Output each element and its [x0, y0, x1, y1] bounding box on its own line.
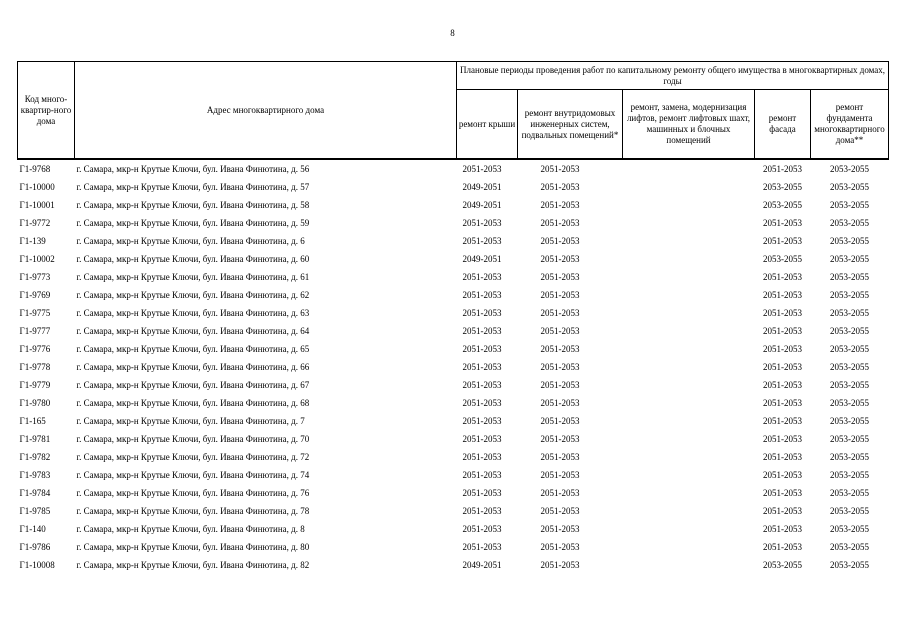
header-facade: ремонт фасада — [755, 90, 811, 160]
cell-lifts — [623, 268, 755, 286]
cell-lifts — [623, 556, 755, 574]
cell-systems: 2051-2053 — [540, 272, 580, 282]
cell-foundation: 2053-2055 — [830, 218, 869, 228]
cell-roof: 2051-2053 — [462, 380, 502, 390]
cell-facade: 2051-2053 — [763, 290, 802, 300]
cell-systems: 2051-2053 — [540, 416, 580, 426]
cell-code: Г1-9781 — [19, 434, 51, 444]
cell-systems: 2051-2053 — [540, 380, 580, 390]
cell-systems: 2051-2053 — [540, 398, 580, 408]
cell-systems: 2051-2053 — [540, 524, 580, 534]
table-row — [18, 159, 889, 178]
cell-code: Г1-9778 — [19, 362, 51, 372]
cell-lifts — [623, 376, 755, 394]
cell-roof: 2051-2053 — [462, 470, 502, 480]
cell-address: г. Самара, мкр-н Крутые Ключи, бул. Ивана Финютина, д. 74 — [76, 470, 310, 480]
cell-code: Г1-165 — [19, 416, 46, 426]
cell-systems: 2051-2053 — [540, 182, 580, 192]
table-row — [18, 430, 889, 448]
cell-code: Г1-9784 — [19, 488, 51, 498]
cell-systems: 2051-2053 — [540, 236, 580, 246]
cell-code: Г1-9772 — [19, 218, 51, 228]
cell-code: Г1-9773 — [19, 272, 51, 282]
table-row — [18, 322, 889, 340]
cell-systems: 2051-2053 — [540, 326, 580, 336]
table-row — [18, 214, 889, 232]
cell-address: г. Самара, мкр-н Крутые Ключи, бул. Ивана Финютина, д. 68 — [76, 398, 310, 408]
table-row — [18, 448, 889, 466]
cell-address: г. Самара, мкр-н Крутые Ключи, бул. Ивана Финютина, д. 61 — [76, 272, 310, 282]
cell-address: г. Самара, мкр-н Крутые Ключи, бул. Ивана Финютина, д. 59 — [76, 218, 310, 228]
cell-lifts — [623, 159, 755, 178]
table-row — [18, 412, 889, 430]
header-periods: Плановые периоды проведения работ по капитальному ремонту общего имущества в многоквартирных домах, годы — [457, 62, 889, 90]
cell-code: Г1-140 — [19, 524, 46, 534]
cell-address: г. Самара, мкр-н Крутые Ключи, бул. Ивана Финютина, д. 66 — [76, 362, 310, 372]
cell-systems: 2051-2053 — [540, 254, 580, 264]
cell-systems: 2051-2053 — [540, 290, 580, 300]
cell-facade: 2051-2053 — [763, 398, 802, 408]
cell-code: Г1-9780 — [19, 398, 51, 408]
cell-address: г. Самара, мкр-н Крутые Ключи, бул. Ивана Финютина, д. 80 — [76, 542, 310, 552]
cell-code: Г1-10001 — [19, 200, 55, 210]
cell-foundation: 2053-2055 — [830, 560, 869, 570]
cell-code: Г1-9786 — [19, 542, 51, 552]
cell-facade: 2051-2053 — [763, 272, 802, 282]
cell-roof: 2051-2053 — [462, 452, 502, 462]
header-foundation: ремонт фундамента многоквартирного дома** — [811, 90, 889, 160]
cell-code: Г1-9768 — [19, 164, 51, 174]
cell-roof: 2051-2053 — [462, 416, 502, 426]
cell-foundation: 2053-2055 — [830, 452, 869, 462]
table-row — [18, 502, 889, 520]
cell-roof: 2049-2051 — [462, 182, 502, 192]
table-row — [18, 196, 889, 214]
cell-lifts — [623, 412, 755, 430]
table-row — [18, 556, 889, 574]
cell-address: г. Самара, мкр-н Крутые Ключи, бул. Ивана Финютина, д. 62 — [76, 290, 310, 300]
cell-lifts — [623, 214, 755, 232]
cell-address: г. Самара, мкр-н Крутые Ключи, бул. Ивана Финютина, д. 57 — [76, 182, 310, 192]
cell-code: Г1-10008 — [19, 560, 55, 570]
cell-foundation: 2053-2055 — [830, 362, 869, 372]
cell-roof: 2051-2053 — [462, 290, 502, 300]
cell-systems: 2051-2053 — [540, 164, 580, 174]
capital-repair-table — [17, 61, 889, 574]
cell-facade: 2051-2053 — [763, 524, 802, 534]
cell-facade: 2051-2053 — [763, 380, 802, 390]
cell-address: г. Самара, мкр-н Крутые Ключи, бул. Ивана Финютина, д. 63 — [76, 308, 310, 318]
cell-facade: 2051-2053 — [763, 416, 802, 426]
cell-address: г. Самара, мкр-н Крутые Ключи, бул. Ивана Финютина, д. 70 — [76, 434, 310, 444]
cell-facade: 2051-2053 — [763, 542, 802, 552]
cell-foundation: 2053-2055 — [830, 488, 869, 498]
cell-address: г. Самара, мкр-н Крутые Ключи, бул. Ивана Финютина, д. 64 — [76, 326, 310, 336]
cell-roof: 2049-2051 — [462, 560, 502, 570]
cell-facade: 2051-2053 — [763, 218, 802, 228]
cell-address: г. Самара, мкр-н Крутые Ключи, бул. Ивана Финютина, д. 76 — [76, 488, 310, 498]
cell-code: Г1-9783 — [19, 470, 51, 480]
cell-address: г. Самара, мкр-н Крутые Ключи, бул. Ивана Финютина, д. 60 — [76, 254, 310, 264]
cell-systems: 2051-2053 — [540, 200, 580, 210]
cell-address: г. Самара, мкр-н Крутые Ключи, бул. Ивана Финютина, д. 65 — [76, 344, 310, 354]
table-row — [18, 250, 889, 268]
cell-code: Г1-9785 — [19, 506, 51, 516]
cell-facade: 2051-2053 — [763, 164, 802, 174]
header-systems: ремонт внутридомовых инженерных систем, подвальных помещений* — [518, 90, 623, 160]
cell-lifts — [623, 340, 755, 358]
cell-code: Г1-9776 — [19, 344, 51, 354]
cell-systems: 2051-2053 — [540, 218, 580, 228]
cell-code: Г1-139 — [19, 236, 46, 246]
table-row — [18, 178, 889, 196]
cell-foundation: 2053-2055 — [830, 524, 869, 534]
cell-foundation: 2053-2055 — [830, 380, 869, 390]
cell-lifts — [623, 196, 755, 214]
cell-lifts — [623, 502, 755, 520]
cell-address: г. Самара, мкр-н Крутые Ключи, бул. Ивана Финютина, д. 7 — [76, 416, 305, 426]
cell-foundation: 2053-2055 — [830, 326, 869, 336]
cell-roof: 2051-2053 — [462, 398, 502, 408]
cell-lifts — [623, 484, 755, 502]
table-row — [18, 340, 889, 358]
cell-lifts — [623, 394, 755, 412]
cell-facade: 2051-2053 — [763, 506, 802, 516]
cell-foundation: 2053-2055 — [830, 470, 869, 480]
cell-systems: 2051-2053 — [540, 470, 580, 480]
cell-roof: 2051-2053 — [462, 506, 502, 516]
cell-facade: 2053-2055 — [763, 182, 802, 192]
cell-code: Г1-10002 — [19, 254, 55, 264]
table-row — [18, 394, 889, 412]
table-row — [18, 304, 889, 322]
page-number: 8 — [450, 28, 455, 38]
cell-roof: 2051-2053 — [462, 164, 502, 174]
cell-systems: 2051-2053 — [540, 452, 580, 462]
cell-facade: 2051-2053 — [763, 344, 802, 354]
table-row — [18, 286, 889, 304]
cell-lifts — [623, 466, 755, 484]
cell-facade: 2051-2053 — [763, 362, 802, 372]
cell-lifts — [623, 232, 755, 250]
cell-lifts — [623, 286, 755, 304]
cell-facade: 2053-2055 — [763, 200, 802, 210]
cell-roof: 2051-2053 — [462, 434, 502, 444]
cell-roof: 2051-2053 — [462, 344, 502, 354]
cell-address: г. Самара, мкр-н Крутые Ключи, бул. Ивана Финютина, д. 78 — [76, 506, 310, 516]
cell-facade: 2051-2053 — [763, 326, 802, 336]
cell-lifts — [623, 448, 755, 466]
cell-code: Г1-9775 — [19, 308, 51, 318]
cell-systems: 2051-2053 — [540, 308, 580, 318]
cell-foundation: 2053-2055 — [830, 254, 869, 264]
cell-lifts — [623, 178, 755, 196]
header-address: Адрес многоквартирного дома — [75, 62, 457, 160]
cell-lifts — [623, 430, 755, 448]
cell-facade: 2051-2053 — [763, 452, 802, 462]
cell-foundation: 2053-2055 — [830, 416, 869, 426]
header-roof: ремонт крыши — [457, 90, 518, 160]
cell-facade: 2051-2053 — [763, 434, 802, 444]
cell-systems: 2051-2053 — [540, 542, 580, 552]
cell-lifts — [623, 304, 755, 322]
table-row — [18, 358, 889, 376]
table-body — [18, 159, 889, 574]
table-row — [18, 538, 889, 556]
cell-foundation: 2053-2055 — [830, 236, 869, 246]
cell-facade: 2051-2053 — [763, 308, 802, 318]
cell-systems: 2051-2053 — [540, 434, 580, 444]
cell-roof: 2051-2053 — [462, 488, 502, 498]
cell-address: г. Самара, мкр-н Крутые Ключи, бул. Ивана Финютина, д. 67 — [76, 380, 310, 390]
cell-roof: 2051-2053 — [462, 524, 502, 534]
cell-systems: 2051-2053 — [540, 506, 580, 516]
cell-lifts — [623, 538, 755, 556]
cell-roof: 2051-2053 — [462, 236, 502, 246]
cell-lifts — [623, 322, 755, 340]
cell-address: г. Самара, мкр-н Крутые Ключи, бул. Ивана Финютина, д. 8 — [76, 524, 305, 534]
cell-roof: 2049-2051 — [462, 254, 502, 264]
cell-roof: 2051-2053 — [462, 542, 502, 552]
cell-facade: 2051-2053 — [763, 488, 802, 498]
cell-foundation: 2053-2055 — [830, 542, 869, 552]
table-row — [18, 520, 889, 538]
cell-foundation: 2053-2055 — [830, 200, 869, 210]
cell-foundation: 2053-2055 — [830, 398, 869, 408]
cell-foundation: 2053-2055 — [830, 182, 869, 192]
table-row — [18, 376, 889, 394]
cell-address: г. Самара, мкр-н Крутые Ключи, бул. Ивана Финютина, д. 56 — [76, 164, 310, 174]
table-row — [18, 232, 889, 250]
cell-code: Г1-9769 — [19, 290, 51, 300]
cell-code: Г1-9782 — [19, 452, 51, 462]
cell-foundation: 2053-2055 — [830, 290, 869, 300]
cell-address: г. Самара, мкр-н Крутые Ключи, бул. Ивана Финютина, д. 58 — [76, 200, 310, 210]
table-row — [18, 466, 889, 484]
cell-systems: 2051-2053 — [540, 560, 580, 570]
cell-roof: 2051-2053 — [462, 272, 502, 282]
cell-facade: 2053-2055 — [763, 254, 802, 264]
cell-roof: 2051-2053 — [462, 218, 502, 228]
cell-foundation: 2053-2055 — [830, 164, 869, 174]
cell-foundation: 2053-2055 — [830, 272, 869, 282]
cell-foundation: 2053-2055 — [830, 506, 869, 516]
cell-systems: 2051-2053 — [540, 362, 580, 372]
cell-code: Г1-10000 — [19, 182, 55, 192]
cell-address: г. Самара, мкр-н Крутые Ключи, бул. Ивана Финютина, д. 82 — [76, 560, 310, 570]
cell-address: г. Самара, мкр-н Крутые Ключи, бул. Ивана Финютина, д. 6 — [76, 236, 305, 246]
header-code: Код много-квартир-ного дома — [18, 62, 75, 160]
cell-roof: 2051-2053 — [462, 308, 502, 318]
cell-roof: 2051-2053 — [462, 326, 502, 336]
cell-roof: 2051-2053 — [462, 362, 502, 372]
cell-foundation: 2053-2055 — [830, 308, 869, 318]
cell-code: Г1-9777 — [19, 326, 51, 336]
cell-systems: 2051-2053 — [540, 488, 580, 498]
cell-facade: 2051-2053 — [763, 236, 802, 246]
cell-roof: 2049-2051 — [462, 200, 502, 210]
cell-systems: 2051-2053 — [540, 344, 580, 354]
table-row — [18, 484, 889, 502]
cell-lifts — [623, 358, 755, 376]
cell-facade: 2051-2053 — [763, 470, 802, 480]
cell-code: Г1-9779 — [19, 380, 51, 390]
table-row — [18, 268, 889, 286]
cell-foundation: 2053-2055 — [830, 434, 869, 444]
cell-lifts — [623, 250, 755, 268]
cell-facade: 2053-2055 — [763, 560, 802, 570]
cell-foundation: 2053-2055 — [830, 344, 869, 354]
cell-address: г. Самара, мкр-н Крутые Ключи, бул. Ивана Финютина, д. 72 — [76, 452, 310, 462]
header-lifts: ремонт, замена, модернизация лифтов, ремонт лифтовых шахт, машинных и блочных помещений — [623, 90, 755, 160]
cell-lifts — [623, 520, 755, 538]
